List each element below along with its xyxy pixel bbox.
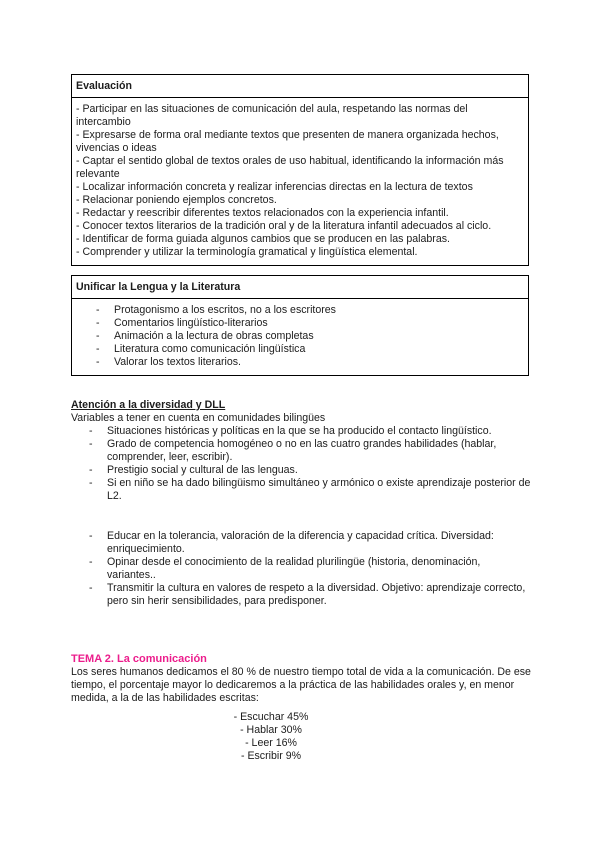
evaluacion-item: - Comprender y utilizar la terminología gramatical y lingüística elemental. xyxy=(76,246,418,258)
evaluacion-list xyxy=(72,98,528,265)
unificar-list xyxy=(76,304,524,369)
unificar-box xyxy=(71,275,529,376)
stat-item: - Hablar 30% xyxy=(240,724,302,736)
tema-title: TEMA 2. La comunicación xyxy=(71,653,207,665)
list-item: - Animación a la lectura de obras completas xyxy=(96,330,314,342)
list-item: - Transmitir la cultura en valores de respeto a la diversidad. Objetivo: aprendizaje correcto, pero sin herir sensibilidades, para predisponer. xyxy=(89,582,526,607)
list-item: - Prestigio social y cultural de las lenguas. xyxy=(89,464,298,476)
diversidad-intro: Variables a tener en cuenta en comunidades bilingües xyxy=(71,412,326,424)
diversidad-heading: Atención a la diversidad y DLL xyxy=(71,399,226,411)
diversidad-list xyxy=(71,425,531,503)
evaluacion-item: - Captar el sentido global de textos orales de uso habitual, identificando la información más relevante xyxy=(76,155,504,180)
evaluacion-item: - Expresarse de forma oral mediante textos que presenten de manera organizada hechos, vivencias o ideas xyxy=(76,129,499,154)
evaluacion-title: Evaluación xyxy=(72,75,528,98)
evaluacion-item: - Relacionar poniendo ejemplos concretos. xyxy=(76,194,277,206)
stat-item: - Escribir 9% xyxy=(240,750,302,762)
diversidad-list-2 xyxy=(71,530,531,608)
unificar-list-wrap xyxy=(72,299,528,375)
stat-item: - Escuchar 45% xyxy=(233,711,309,723)
list-item: - Situaciones históricas y políticas en la que se ha producido el contacto lingüístico. xyxy=(89,425,492,437)
stat-item: - Leer 16% xyxy=(245,737,297,749)
unificar-title: Unificar la Lengua y la Literatura xyxy=(72,276,528,299)
evaluacion-item: - Redactar y reescribir diferentes textos relacionados con la experiencia infantil. xyxy=(76,207,449,219)
list-item: - Educar en la tolerancia, valoración de la diferencia y capacidad crítica. Diversidad: enriquecimiento. xyxy=(89,530,494,555)
evaluacion-item: - Participar en las situaciones de comunicación del aula, respetando las normas del intercambio xyxy=(76,103,468,128)
list-item: - Valorar los textos literarios. xyxy=(96,356,241,368)
tema-stats xyxy=(71,711,471,763)
tema-section xyxy=(71,653,533,763)
list-item: - Comentarios lingüístico-literarios xyxy=(96,317,268,329)
list-item: - Opinar desde el conocimiento de la realidad plurilingüe (historia, denominación, variantes.. xyxy=(89,556,481,581)
list-item: - Protagonismo a los escritos, no a los escritores xyxy=(96,304,336,316)
tema-paragraph: Los seres humanos dedicamos el 80 % de nuestro tiempo total de vida a la comunicación. De ese tiempo, el porcentaje mayor lo dedicaremos a la práctica de las habilidades orales y, en menor medida, a la de las habilidades escritas: xyxy=(71,666,531,704)
diversidad-section xyxy=(71,399,531,608)
evaluacion-item: - Conocer textos literarios de la tradición oral y de la literatura infantil adecuados al ciclo. xyxy=(76,220,492,232)
evaluacion-item: - Localizar información concreta y realizar inferencias directas en la lectura de textos xyxy=(76,181,473,193)
evaluacion-box xyxy=(71,74,529,266)
evaluacion-item: - Identificar de forma guiada algunos cambios que se producen en las palabras. xyxy=(76,233,450,245)
list-item: - Grado de competencia homogéneo o no en las cuatro grandes habilidades (hablar, comprender, leer, escribir). xyxy=(89,438,497,463)
list-item: - Si en niño se ha dado bilingüismo simultáneo y armónico o existe aprendizaje posterior de L2. xyxy=(89,477,531,502)
list-item: - Literatura como comunicación lingüística xyxy=(96,343,306,355)
